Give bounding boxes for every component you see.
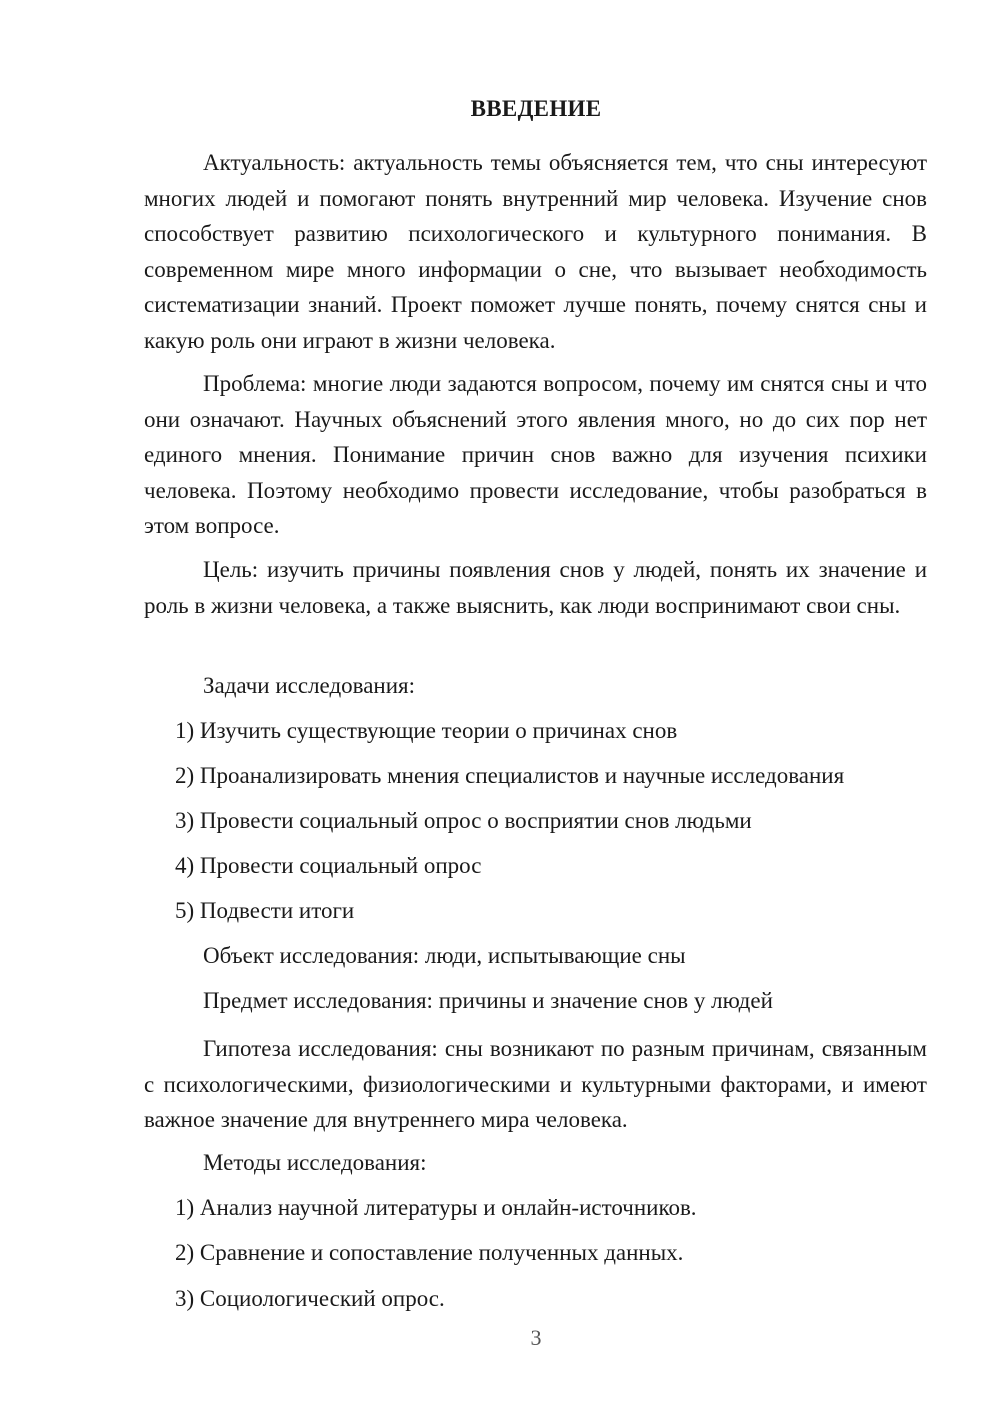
methods-title: Методы исследования: [203, 1150, 427, 1175]
task-item: 3) Провести социальный опрос о восприятии снов людьми [175, 808, 752, 833]
page-number: 3 [530, 1325, 542, 1350]
research-object: Объект исследования: люди, испытывающие сны [203, 943, 686, 968]
problem-paragraph: Проблема: многие люди задаются вопросом, почему им снятся сны и что они означают. Научных объяснений этого явления много, но до сих пор нет единого мнения. Понимание причин снов важно для изучения психики человека. Поэтому необходимо провести исследование, чтобы разобраться в этом вопросе. [144, 371, 927, 538]
tasks-title: Задачи исследования: [203, 673, 416, 698]
task-item: 2) Проанализировать мнения специалистов и научные исследования [175, 763, 845, 788]
section-heading: ВВЕДЕНИЕ [470, 96, 602, 121]
goal-paragraph: Цель: изучить причины появления снов у людей, понять их значение и роль в жизни человека, а также выяснить, как люди воспринимают свои сны. [144, 557, 927, 618]
method-item: 2) Сравнение и сопоставление полученных данных. [175, 1240, 684, 1265]
method-item: 1) Анализ научной литературы и онлайн-источников. [175, 1195, 697, 1220]
task-item: 5) Подвести итоги [175, 898, 355, 923]
hypothesis-paragraph: Гипотеза исследования: сны возникают по разным причинам, связанным с психологическими, физиологическими и культурными факторами, и имеют важное значение для внутреннего мира человека. [144, 1036, 927, 1132]
task-item: 1) Изучить существующие теории о причинах снов [175, 718, 678, 743]
relevance-paragraph: Актуальность: актуальность темы объясняется тем, что сны интересуют многих людей и помогают понять внутренний мир человека. Изучение снов способствует развитию психологического и культурного понимания. В современном мире много информации о сне, что вызывает необходимость систематизации знаний. Проект поможет лучше понять, почему снятся сны и какую роль они играют в жизни человека. [144, 150, 927, 353]
task-item: 4) Провести социальный опрос [175, 853, 482, 878]
research-subject: Предмет исследования: причины и значение снов у людей [203, 988, 773, 1013]
method-item: 3) Социологический опрос. [175, 1286, 445, 1311]
